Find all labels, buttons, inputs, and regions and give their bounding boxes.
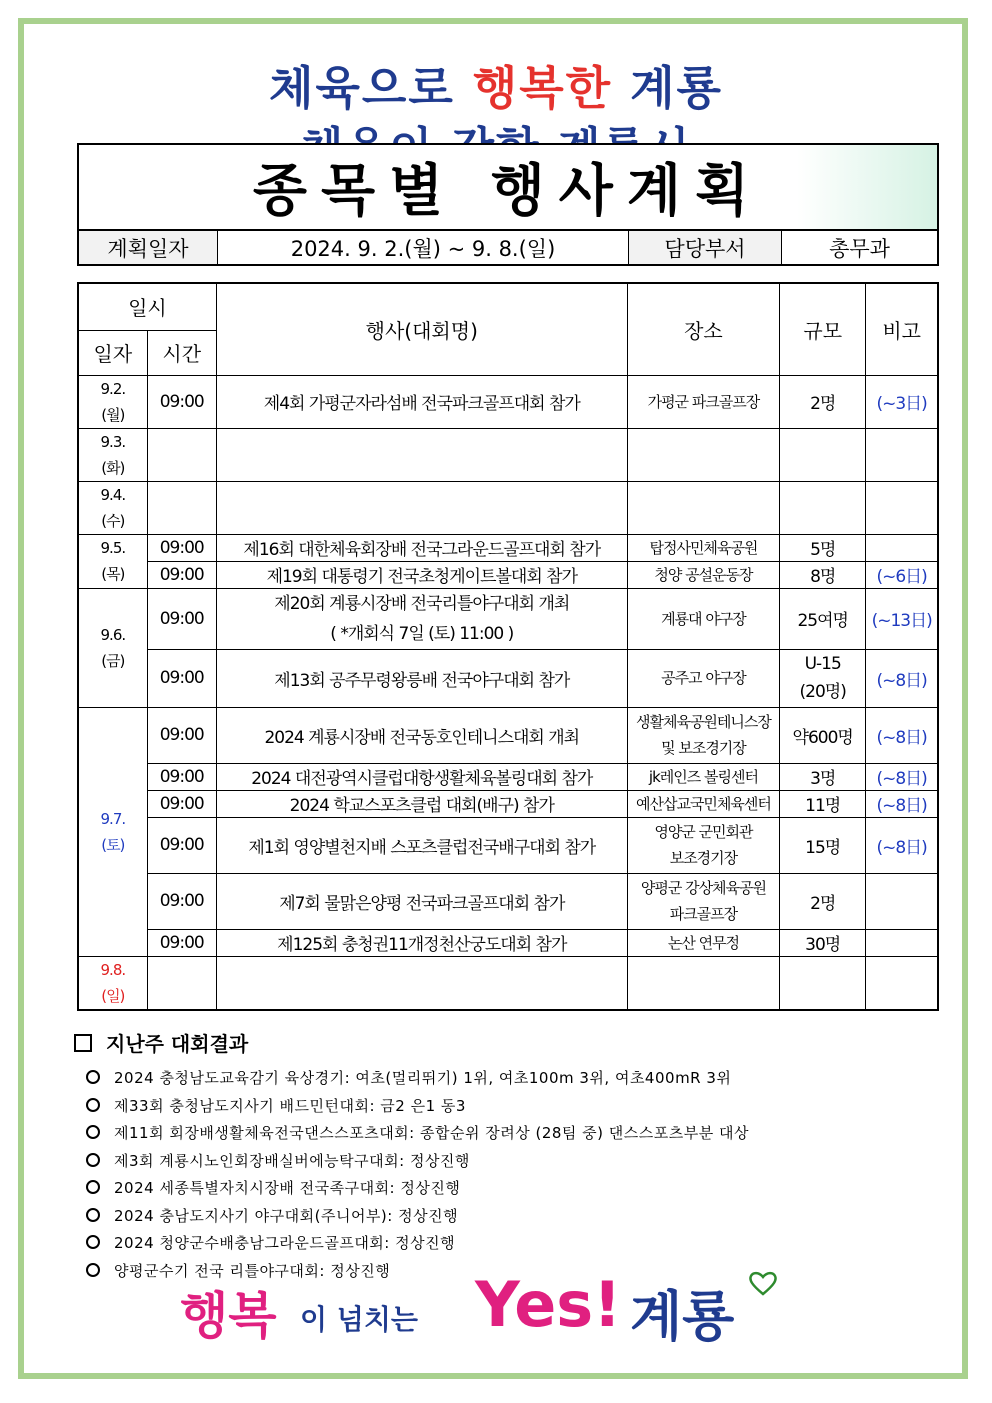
row-note [866,534,938,561]
results-heading: 지난주 대회결과 [74,1028,954,1057]
row-date: 9.7. (토) [78,707,147,956]
row-scale: 25여명 [780,588,866,649]
table-row [78,873,938,929]
row-scale: 2명 [780,873,866,929]
row-time: 09:00 [147,534,216,561]
row-note: (~13日) [866,588,938,649]
row-note [866,929,938,956]
row-venue: 가평군 파크골프장 [627,375,779,428]
slogan-line-1 [0,52,992,118]
results-list [74,1065,954,1285]
row-event: 2024 학교스포츠클럽 대회(배구) 참가 [216,790,627,817]
circle-bullet-icon [86,1208,100,1222]
title-box [77,143,939,229]
row-note: (~8日) [866,649,938,707]
table-row [78,817,938,873]
table-row [78,929,938,956]
row-event: 제20회 계룡시장배 전국리틀야구대회 개최 ( *개회식 7일 (토) 11:00 ) [216,588,627,649]
row-event: 2024 대전광역시클럽대항생활체육볼링대회 참가 [216,763,627,790]
table-row [78,428,938,481]
row-venue: 생활체육공원테니스장 및 보조경기장 [627,707,779,763]
slogan-word-2: 행복한 [472,61,613,115]
row-event: 제4회 가평군자라섬배 전국파크골프대회 참가 [216,375,627,428]
page-title: 종목별 행사계획 [252,159,764,224]
plan-date-label: 계획일자 [78,230,218,265]
row-date: 9.2. (월) [78,375,147,428]
row-time: 09:00 [147,561,216,588]
plan-info-table [77,229,939,266]
header-day: 일자 [78,330,147,375]
row-venue: jk레인즈 볼링센터 [627,763,779,790]
circle-bullet-icon [86,1235,100,1249]
row-time: 09:00 [147,649,216,707]
schedule-table [77,282,939,1011]
footer-slogan-logo [180,1268,820,1348]
plan-dept-label: 담당부서 [629,230,782,265]
list-item: 양평군수기 전국 리틀야구대회: 정상진행 [74,1258,954,1286]
row-event: 제19회 대통령기 전국초청게이트볼대회 참가 [216,561,627,588]
list-item: 제33회 충청남도지사기 배드민턴대회: 금2 은1 동3 [74,1093,954,1121]
row-event: 제13회 공주무령왕릉배 전국야구대회 참가 [216,649,627,707]
header-datetime: 일시 [78,283,216,330]
checkbox-square-icon [74,1034,92,1052]
row-scale: 약600명 [780,707,866,763]
row-scale: 8명 [780,561,866,588]
row-venue: 계룡대 야구장 [627,588,779,649]
row-date: 9.6. (금) [78,588,147,707]
row-scale: 30명 [780,929,866,956]
row-scale: 3명 [780,763,866,790]
plan-date-value: 2024. 9. 2.(월) ~ 9. 8.(일) [218,230,629,265]
row-scale: U-15 (20명) [780,649,866,707]
table-row [78,956,938,1010]
list-item: 2024 세종특별자치시장배 전국족구대회: 정상진행 [74,1175,954,1203]
row-time: 09:00 [147,790,216,817]
circle-bullet-icon [86,1098,100,1112]
table-row [78,534,938,561]
row-event: 제16회 대한체육회장배 전국그라운드골프대회 참가 [216,534,627,561]
table-row [78,790,938,817]
row-event: 제125회 충청권11개정천산궁도대회 참가 [216,929,627,956]
footer-word-1: 행복 [180,1287,277,1345]
row-time: 09:00 [147,588,216,649]
circle-bullet-icon [86,1125,100,1139]
row-note: (~8日) [866,790,938,817]
header-time: 시간 [147,330,216,375]
row-venue: 예산삽교국민체육센터 [627,790,779,817]
heart-icon [748,1270,778,1296]
row-date: 9.4. (수) [78,481,147,534]
circle-bullet-icon [86,1153,100,1167]
row-event: 제1회 영양별천지배 스포츠클럽전국배구대회 참가 [216,817,627,873]
header-venue: 장소 [627,283,779,375]
row-date: 9.8. (일) [78,956,147,1010]
row-scale: 15명 [780,817,866,873]
header-note: 비고 [866,283,938,375]
row-note: (~6日) [866,561,938,588]
table-row [78,763,938,790]
row-venue: 영양군 군민회관 보조경기장 [627,817,779,873]
header-event: 행사(대회명) [216,283,627,375]
row-venue: 탑정사민체육공원 [627,534,779,561]
row-venue: 공주고 야구장 [627,649,779,707]
row-time: 09:00 [147,707,216,763]
slogan-word-3: 계룡 [630,61,723,115]
row-note [866,873,938,929]
table-row [78,707,938,763]
circle-bullet-icon [86,1263,100,1277]
slogan-line-2 [0,112,992,144]
circle-bullet-icon [86,1180,100,1194]
row-venue: 양평군 강상체육공원 파크골프장 [627,873,779,929]
row-venue: 논산 연무정 [627,929,779,956]
list-item: 제11회 회장배생활체육전국댄스스포츠대회: 종합순위 장려상 (28팀 중) 댄스스포츠부분 대상 [74,1120,954,1148]
row-note: (~8日) [866,707,938,763]
footer-word-3: Yes! [475,1268,622,1341]
row-time: 09:00 [147,873,216,929]
circle-bullet-icon [86,1070,100,1084]
list-item: 제3회 계룡시노인회장배실버에능탁구대회: 정상진행 [74,1148,954,1176]
table-row [78,561,938,588]
row-scale: 5명 [780,534,866,561]
row-scale: 2명 [780,375,866,428]
plan-dept-value: 총무과 [782,230,939,265]
row-time: 09:00 [147,763,216,790]
list-item: 2024 충남도지사기 야구대회(주니어부): 정상진행 [74,1203,954,1231]
row-note: (~3日) [866,375,938,428]
table-row [78,481,938,534]
list-item: 2024 충청남도교육감기 육상경기: 여초(멀리뛰기) 1위, 여초100m 3위, 여초400mR 3위 [74,1065,954,1093]
row-note: (~8日) [866,763,938,790]
table-row [78,649,938,707]
last-week-results [74,1028,954,1285]
row-time: 09:00 [147,817,216,873]
row-event: 제7회 물맑은양평 전국파크골프대회 참가 [216,873,627,929]
row-venue: 청양 공설운동장 [627,561,779,588]
footer-word-2: 이 넘치는 [300,1303,418,1336]
table-row [78,375,938,428]
row-event: 2024 계룡시장배 전국동호인테니스대회 개최 [216,707,627,763]
row-date: 9.5. (목) [78,534,147,588]
slogan-word-1: 체육으로 [269,61,455,115]
table-row [78,588,938,649]
list-item: 2024 청양군수배충남그라운드골프대회: 정상진행 [74,1230,954,1258]
row-scale: 11명 [780,790,866,817]
row-note: (~8日) [866,817,938,873]
row-date: 9.3. (화) [78,428,147,481]
header-scale: 규모 [780,283,866,375]
footer-word-4: 계룡 [630,1285,735,1348]
row-time: 09:00 [147,929,216,956]
row-time: 09:00 [147,375,216,428]
